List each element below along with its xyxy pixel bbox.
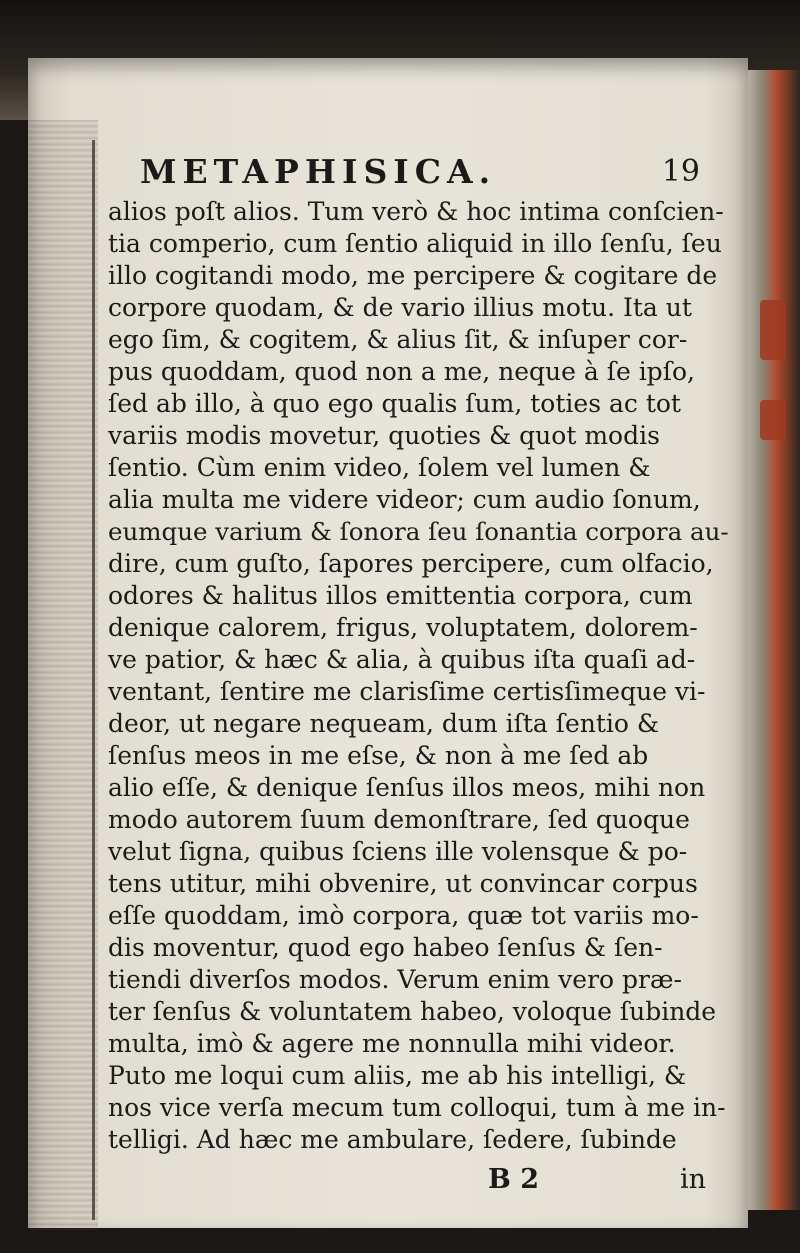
text-line: ego ſim, & cogitem, & alius ſit, & inſuper cor- bbox=[108, 325, 688, 354]
facing-page-edge bbox=[742, 70, 800, 1210]
text-line: dis moventur, quod ego habeo ſenſus & ſen- bbox=[108, 933, 663, 962]
text-line: Puto me loqui cum aliis, me ab his intelligi, & bbox=[108, 1061, 687, 1090]
page-edge-mark bbox=[760, 300, 786, 360]
text-line: ſenſus meos in me eſse, & non à me ſed ab bbox=[108, 741, 649, 770]
text-line: alia multa me videre videor; cum audio ſonum, bbox=[108, 485, 701, 514]
page-edge-mark bbox=[760, 400, 786, 440]
text-line: variis modis movetur, quoties & quot modis bbox=[108, 421, 660, 450]
text-line: pus quoddam, quod non a me, neque à ſe ipſo, bbox=[108, 357, 695, 386]
catchword: in bbox=[680, 1164, 707, 1195]
text-line: modo autorem ſuum demonſtrare, ſed quoque bbox=[108, 805, 690, 834]
page-number: 19 bbox=[661, 154, 700, 189]
text-line: ventant, ſentire me clarisſime certisſimeque vi- bbox=[108, 677, 706, 706]
text-line: denique calorem, frigus, voluptatem, dolorem- bbox=[108, 613, 698, 642]
text-line: tens utitur, mihi obvenire, ut convincar corpus bbox=[108, 869, 698, 898]
text-line: ſentio. Cùm enim video, ſolem vel lumen & bbox=[108, 453, 651, 482]
text-line: ter ſenſus & voluntatem habeo, voloque ſubinde bbox=[108, 997, 717, 1026]
text-line: deor, ut negare nequeam, dum iſta ſentio & bbox=[108, 709, 660, 738]
text-line: illo cogitandi modo, me percipere & cogitare de bbox=[108, 261, 718, 290]
page-header bbox=[140, 152, 700, 192]
text-line: tia comperio, cum ſentio aliquid in illo ſenſu, ſeu bbox=[108, 229, 722, 258]
text-line: ſed ab illo, à quo ego qualis ſum, toties ac tot bbox=[108, 389, 681, 418]
text-line: telligi. Ad hæc me ambulare, ſedere, ſubinde bbox=[108, 1125, 677, 1154]
printer-signature: B 2 bbox=[488, 1164, 540, 1195]
gutter-shadow-line bbox=[92, 140, 95, 1220]
text-line: corpore quodam, & de vario illius motu. Ita ut bbox=[108, 293, 692, 322]
text-line: multa, imò & agere me nonnulla mihi videor. bbox=[108, 1029, 676, 1058]
text-line: nos vice verſa mecum tum colloqui, tum à me in- bbox=[108, 1093, 726, 1122]
running-title: METAPHISICA. bbox=[140, 152, 497, 191]
text-line: alios poſt alios. Tum verò & hoc intima conſcien- bbox=[108, 197, 724, 226]
text-line: eſſe quoddam, imò corpora, quæ tot variis mo- bbox=[108, 901, 699, 930]
text-line: eumque varium & ſonora ſeu ſonantia corpora au- bbox=[108, 517, 729, 546]
text-line: odores & halitus illos emittentia corpora, cum bbox=[108, 581, 693, 610]
text-line: ve patior, & hæc & alia, à quibus iſta quaſi ad- bbox=[108, 645, 696, 674]
text-line: alio eſſe, & denique ſenſus illos meos, mihi non bbox=[108, 773, 706, 802]
page-gutter bbox=[28, 120, 98, 1230]
text-line: velut ſigna, quibus ſciens ille volensque & po- bbox=[108, 837, 688, 866]
text-line: dire, cum guſto, ſapores percipere, cum olfacio, bbox=[108, 549, 714, 578]
text-line: tiendi diverſos modos. Verum enim vero præ- bbox=[108, 965, 682, 994]
